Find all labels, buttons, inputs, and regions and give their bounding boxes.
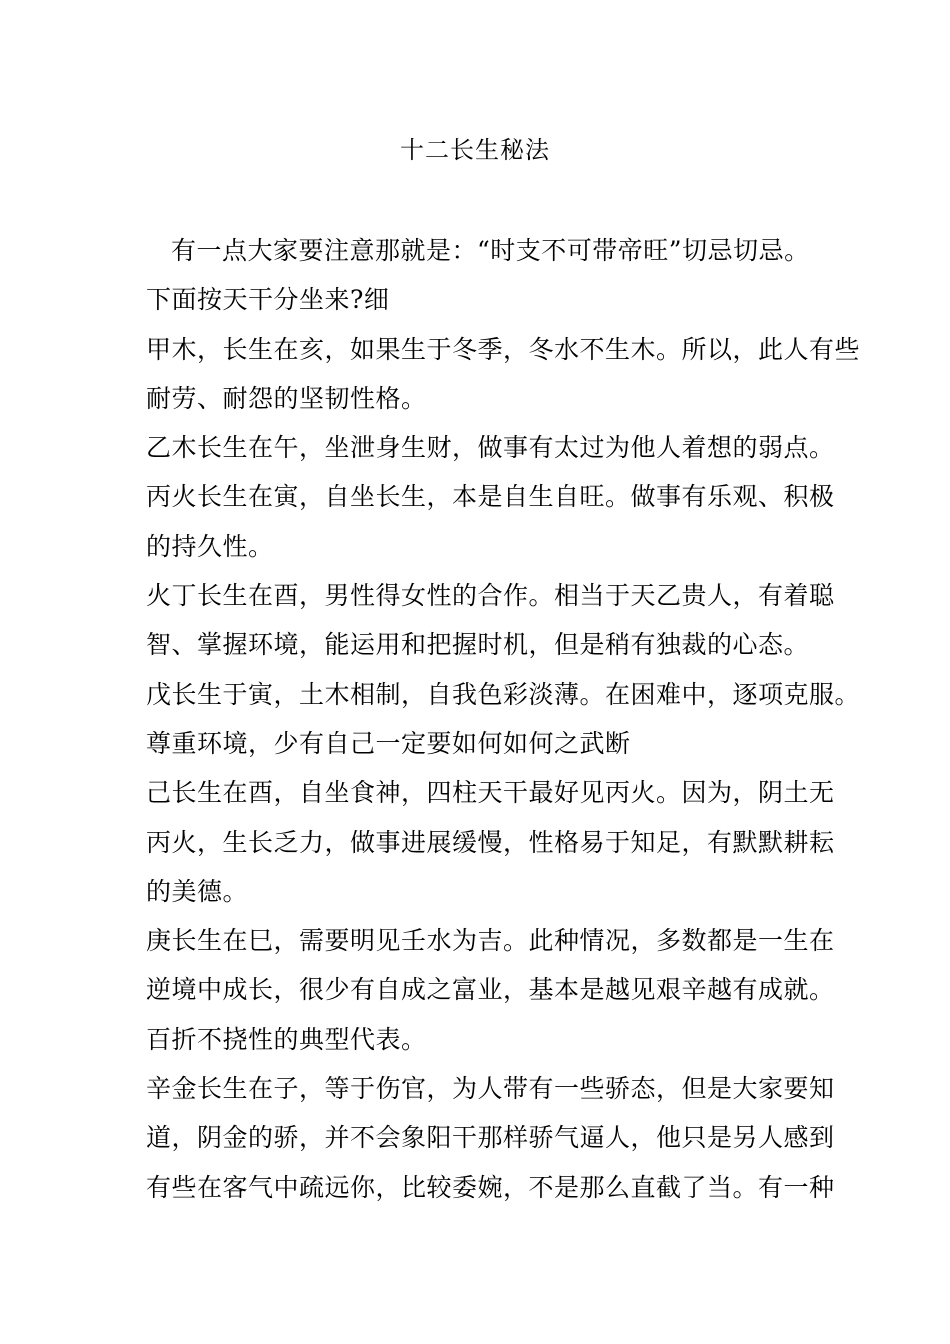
paragraph-line: 下面按天干分坐来?细 [146,285,390,315]
paragraph-line: 乙木长生在午，坐泄身生财，做事有太过为他人着想的弱点。 [146,433,835,463]
paragraph-line: 有些在客气中疏远你，比较委婉，不是那么直截了当。有一种 [146,1172,835,1202]
paragraph-line: 尊重环境，少有自己一定要如何如何之武断 [146,728,631,758]
paragraph-line: 逆境中成长，很少有自成之富业，基本是越见艰辛越有成就。 [146,975,835,1005]
paragraph-line: 辛金长生在子，等于伤官，为人带有一些骄态，但是大家要知 [146,1074,835,1104]
paragraph-line: 庚长生在巳，需要明见壬水为吉。此种情况，多数都是一生在 [146,926,835,956]
paragraph-line: 火丁长生在酉，男性得女性的合作。相当于天乙贵人，有着聪 [146,581,835,611]
paragraph-line: 丙火长生在寅，自坐长生，本是自生自旺。做事有乐观、积极 [146,482,835,512]
paragraph-line: 甲木，长生在亥，如果生于冬季，冬水不生木。所以，此人有些 [146,334,861,364]
paragraph-line: 己长生在酉，自坐食神，四柱天干最好见丙火。因为，阴土无 [146,778,835,808]
document-title: 十二长生秘法 [400,136,550,164]
paragraph-line: 戊长生于寅，土木相制，自我色彩淡薄。在困难中，逐项克服。 [146,679,861,709]
paragraph-line: 道，阴金的骄，并不会象阳干那样骄气逼人，他只是另人感到 [146,1123,835,1153]
paragraph-line: 百折不挠性的典型代表。 [146,1024,427,1054]
document-body [146,226,861,1212]
paragraph-line: 丙火，生长乏力，做事进展缓慢，性格易于知足，有默默耕耘 [146,827,835,857]
paragraph-line: 的美德。 [146,876,249,906]
paragraph-line: 耐劳、耐怨的坚韧性格。 [146,383,427,413]
paragraph-line: 智、掌握环境，能运用和把握时机，但是稍有独裁的心态。 [146,630,810,660]
paragraph-line: 有一点大家要注意那就是：“时支不可带帝旺”切忌切忌。 [171,236,810,265]
paragraph-line: 的持久性。 [146,531,274,561]
